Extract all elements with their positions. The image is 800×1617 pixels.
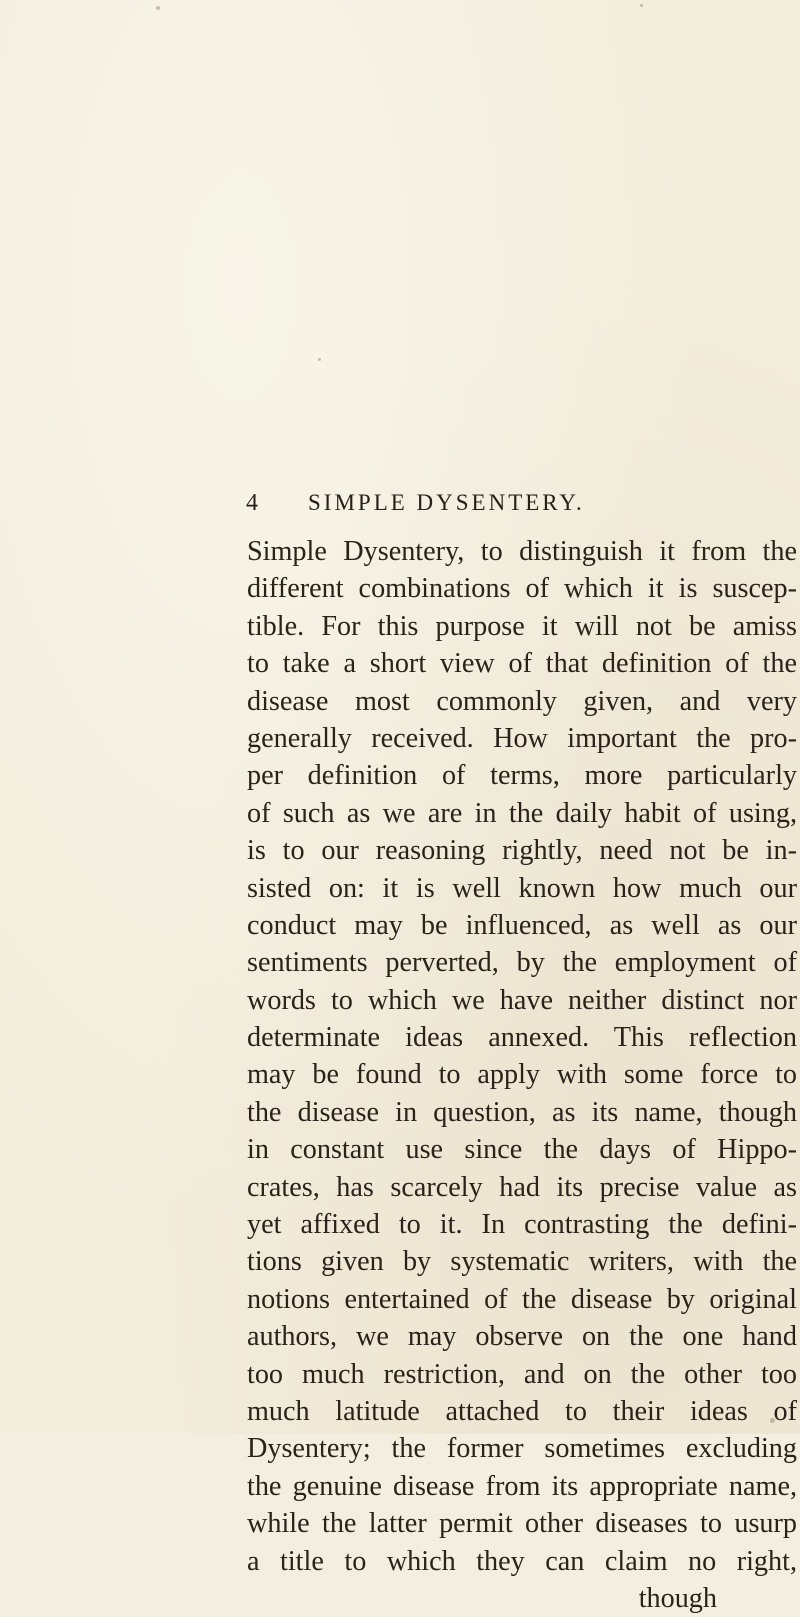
text-line: words to which we have neither distinct nor: [247, 984, 797, 1016]
text-line: the disease in question, as its name, though: [247, 1096, 797, 1128]
page-header: [246, 485, 746, 521]
text-line: in constant use since the days of Hippo-: [247, 1134, 797, 1166]
text-line: while the latter permit other diseases to usurp: [247, 1508, 797, 1540]
catchword: though: [638, 1582, 717, 1614]
text-line: disease most commonly given, and very: [247, 685, 797, 717]
text-line: to take a short view of that definition of the: [247, 648, 797, 680]
text-line: conduct may be influenced, as well as our: [247, 909, 797, 941]
text-line: too much restriction, and on the other too: [247, 1358, 797, 1390]
text-line: sisted on: it is well known how much our: [247, 872, 797, 904]
text-line: authors, we may observe on the one hand: [247, 1321, 797, 1353]
text-line: may be found to apply with some force to: [247, 1059, 797, 1091]
paper-speck: [156, 6, 160, 10]
text-line: Dysentery; the former sometimes excluding: [247, 1433, 797, 1465]
text-line: a title to which they can claim no right,: [247, 1545, 797, 1577]
text-line: notions entertained of the disease by original: [247, 1283, 797, 1315]
text-line: determinate ideas annexed. This reflection: [247, 1022, 797, 1054]
body-text: [247, 533, 800, 1617]
text-line: of such as we are in the daily habit of using,: [247, 797, 797, 829]
text-line: crates, has scarcely had its precise value as: [247, 1171, 797, 1203]
text-line: tions given by systematic writers, with the: [247, 1246, 797, 1278]
text-line: much latitude attached to their ideas of: [247, 1395, 797, 1427]
text-line: sentiments perverted, by the employment of: [247, 947, 797, 979]
text-line: per definition of terms, more particularly: [247, 760, 797, 792]
paper-speck: [640, 4, 643, 7]
text-line: yet affixed to it. In contrasting the defini-: [247, 1209, 797, 1241]
page-number: 4: [246, 490, 258, 516]
text-line: Simple Dysentery, to distinguish it from the: [247, 536, 797, 567]
text-line: generally received. How important the pro-: [247, 722, 797, 754]
running-head: SIMPLE DYSENTERY.: [308, 490, 585, 515]
text-line: different combinations of which it is suscep-: [247, 573, 797, 605]
text-line: is to our reasoning rightly, need not be in-: [247, 835, 797, 867]
text-line: tible. For this purpose it will not be amiss: [247, 610, 797, 642]
paper-speck: [318, 358, 321, 361]
text-line: the genuine disease from its appropriate name,: [247, 1470, 797, 1502]
